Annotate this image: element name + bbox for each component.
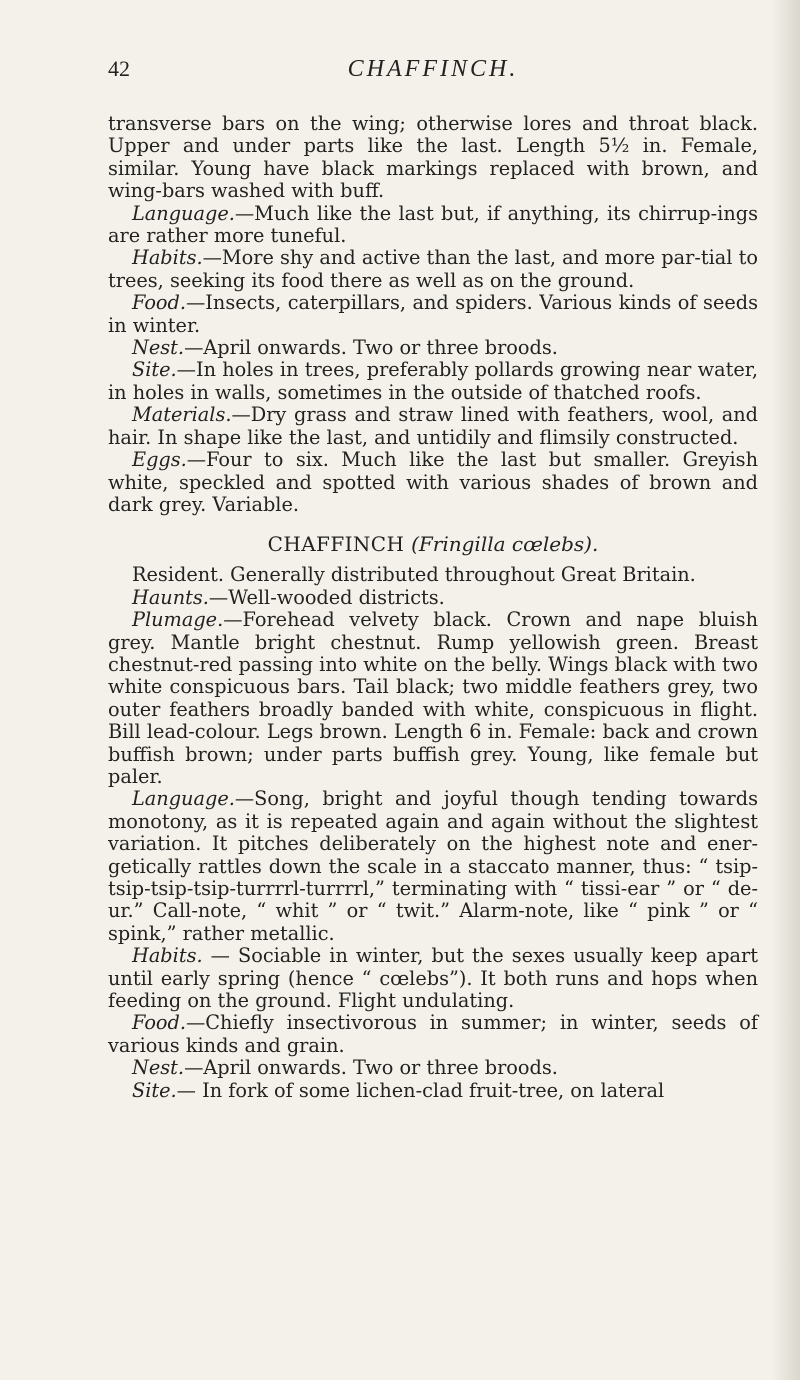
paragraph-food: Food.—Chiefly insectivorous in summer; in winter, seeds of various kinds and grain. <box>108 1011 758 1057</box>
paragraph-language: Language.—Song, bright and joyful though tending towards monotony, as it is repeated again and again without the slightest variation. It pitches deliberately on the highest note and ener-getically rattles down the scale in a staccato manner, thus: “ tsip-tsip-tsip-tsip-turrrrl-turrrrl,” terminating with “ tissi-ear ” or “ de-ur.” Call-note, “ whit ” or “ twit.” Alarm-note, like “ pink ” or “ spink,” rather metallic. <box>108 787 758 945</box>
paragraph-language: Language.—Much like the last but, if anything, its chirrup-ings are rather more tuneful. <box>108 201 758 248</box>
previous-entry <box>108 113 758 516</box>
paragraph-nest: Nest.—April onwards. Two or three broods. <box>132 336 558 360</box>
species-name: CHAFFINCH <box>267 532 405 557</box>
running-title: CHAFFINCH. <box>347 56 519 82</box>
paragraph-habits: Habits.—More shy and active than the last, and more par-tial to trees, seeking its food there as well as on the ground. <box>108 246 758 292</box>
page-body <box>108 113 758 1102</box>
page-number: 42 <box>108 56 130 81</box>
paragraph-site: Site.—In holes in trees, preferably pollards growing near water, in holes in walls, sometimes in the outside of thatched roofs. <box>108 358 758 404</box>
paragraph-habits: Habits. — Sociable in winter, but the sexes usually keep apart until early spring (hence “ cœlebs”). It both runs and hops when feeding on the ground. Flight undulating. <box>108 944 758 1013</box>
paragraph-plumage: Plumage.—Forehead velvety black. Crown and nape bluish grey. Mantle bright chestnut. Rump yellowish green. Breast chestnut-red passing into white on the belly. Wings black with two white conspicuous bars. Tail black; two middle feathers grey, two outer feathers broadly banded with white, conspicuous in flight. Bill lead-colour. Legs brown. Length 6 in. Female: back and crown buffish brown; under parts buffish grey. Young, like female but paler. <box>108 608 759 788</box>
species-latin-name: (Fringilla cœlebs). <box>411 532 599 557</box>
paragraph-food: Food.—Insects, caterpillars, and spiders. Various kinds of seeds in winter. <box>108 291 758 337</box>
paragraph-materials: Materials.—Dry grass and straw lined with feathers, wool, and hair. In shape like the last, and untidily and flimsily constructed. <box>108 403 758 449</box>
paragraph-continued: transverse bars on the wing; otherwise lores and throat black. Upper and under parts like the last. Length 5½ in. Female, similar. Young have black markings replaced with brown, and wing-bars washed with buff. <box>108 112 758 203</box>
paragraph-nest: Nest.—April onwards. Two or three broods. <box>132 1056 558 1080</box>
paragraph-eggs: Eggs.—Four to six. Much like the last but smaller. Greyish white, speckled and spotted with various shades of brown and dark grey. Variable. <box>108 448 758 516</box>
species-heading <box>108 532 758 556</box>
paragraph-status: Resident. Generally distributed throughout Great Britain. <box>132 563 696 587</box>
paragraph-site: Site.— In fork of some lichen-clad fruit-tree, on lateral <box>132 1078 665 1102</box>
chaffinch-entry <box>108 564 758 1102</box>
page-header <box>108 56 758 90</box>
paragraph-haunts: Haunts.—Well-wooded districts. <box>132 585 445 609</box>
